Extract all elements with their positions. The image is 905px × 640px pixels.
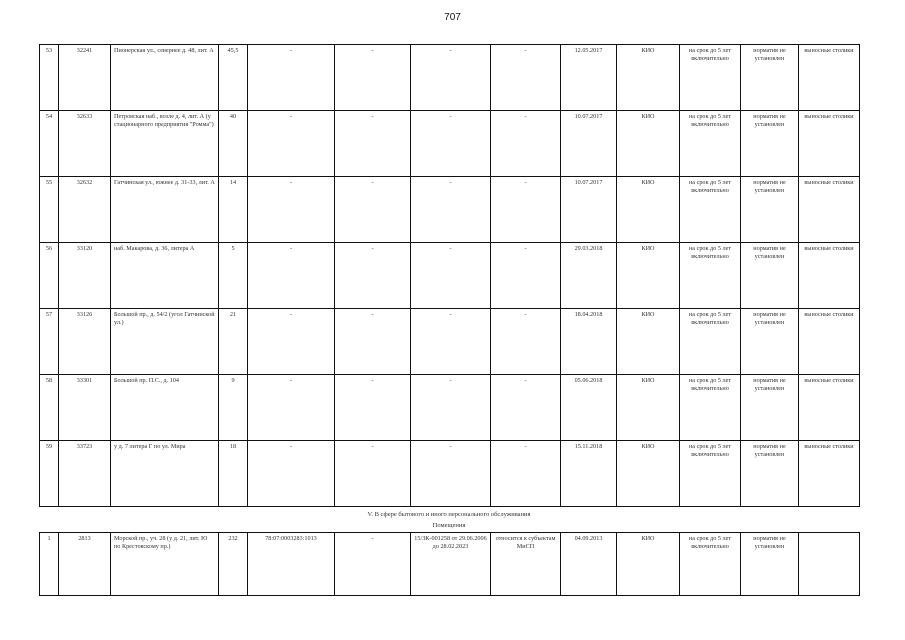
cell-d4: - <box>491 243 561 309</box>
cell-d3: - <box>411 177 491 243</box>
cell-org: КИО <box>617 177 680 243</box>
cell-area: 14 <box>219 177 248 243</box>
cell-date: 10.07.2017 <box>561 111 617 177</box>
table-row <box>40 441 860 507</box>
cell-n: 56 <box>40 243 59 309</box>
section-table <box>39 532 860 596</box>
cell-term: на срок до 5 лет включительно <box>680 533 741 596</box>
cell-address: Морской пр., уч. 28 (у д. 21, лит. Ю по Крестовскому пр.) <box>111 533 219 596</box>
cell-d3: - <box>411 309 491 375</box>
cell-type: выносные столики <box>799 309 860 375</box>
cell-term: на срок до 5 лет включительно <box>680 309 741 375</box>
cell-d4: - <box>491 375 561 441</box>
cell-d1: - <box>248 45 335 111</box>
cell-d1: - <box>248 243 335 309</box>
cell-date: 04.09.2013 <box>561 533 617 596</box>
table-row <box>40 309 860 375</box>
cell-norm: норматив не установлен <box>741 533 799 596</box>
cell-org: КИО <box>617 441 680 507</box>
cell-type: выносные столики <box>799 111 860 177</box>
cell-n: 59 <box>40 441 59 507</box>
cell-d2: - <box>335 375 411 441</box>
cell-d4: - <box>491 45 561 111</box>
cell-type: выносные столики <box>799 45 860 111</box>
cell-norm: норматив не установлен <box>741 309 799 375</box>
cell-code: 33120 <box>59 243 111 309</box>
cell-term: на срок до 5 лет включительно <box>680 111 741 177</box>
cell-address: Пионерская ул., севернее д. 48, лит. А <box>111 45 219 111</box>
cell-d4: - <box>491 309 561 375</box>
cell-d1: - <box>248 309 335 375</box>
cell-n: 54 <box>40 111 59 177</box>
cell-d2: - <box>335 111 411 177</box>
cell-address: у д. 7 литера Г по ул. Мира <box>111 441 219 507</box>
cell-address: Петровская наб., возле д. 4, лит. А (у стационарного предприятия "Ромма") <box>111 111 219 177</box>
section-subtitle: Помещения <box>432 522 466 529</box>
cell-area: 45,5 <box>219 45 248 111</box>
cell-cadastral: 78:07:0003283:1013 <box>248 533 335 596</box>
cell-term: на срок до 5 лет включительно <box>680 45 741 111</box>
cell-d2: - <box>335 533 411 596</box>
cell-area: 21 <box>219 309 248 375</box>
cell-d2: - <box>335 309 411 375</box>
table-row <box>40 243 860 309</box>
cell-area: 5 <box>219 243 248 309</box>
cell-area: 9 <box>219 375 248 441</box>
cell-address: наб. Макарова, д. 36, литера А <box>111 243 219 309</box>
cell-type: выносные столики <box>799 375 860 441</box>
cell-d2: - <box>335 177 411 243</box>
cell-code: 33301 <box>59 375 111 441</box>
cell-n: 58 <box>40 375 59 441</box>
cell-d1: - <box>248 441 335 507</box>
cell-norm: норматив не установлен <box>741 243 799 309</box>
cell-term: на срок до 5 лет включительно <box>680 375 741 441</box>
cell-n: 57 <box>40 309 59 375</box>
cell-term: на срок до 5 лет включительно <box>680 441 741 507</box>
cell-n: 53 <box>40 45 59 111</box>
table-row <box>40 177 860 243</box>
table-row <box>40 375 860 441</box>
objects-table <box>39 44 860 507</box>
cell-code: 32633 <box>59 111 111 177</box>
cell-date: 15.11.2018 <box>561 441 617 507</box>
cell-area: 18 <box>219 441 248 507</box>
cell-org: КИО <box>617 243 680 309</box>
cell-norm: норматив не установлен <box>741 441 799 507</box>
cell-d3: - <box>411 243 491 309</box>
cell-code: 33126 <box>59 309 111 375</box>
cell-d4: - <box>491 441 561 507</box>
cell-d2: - <box>335 441 411 507</box>
cell-term: на срок до 5 лет включительно <box>680 243 741 309</box>
cell-norm: норматив не установлен <box>741 177 799 243</box>
cell-address: Большой пр. П.С., д. 104 <box>111 375 219 441</box>
cell-code: 2813 <box>59 533 111 596</box>
page-number: 707 <box>444 12 461 23</box>
cell-code: 33723 <box>59 441 111 507</box>
cell-type: выносные столики <box>799 177 860 243</box>
cell-type: выносные столики <box>799 441 860 507</box>
cell-org: КИО <box>617 111 680 177</box>
cell-date: 29.03.2018 <box>561 243 617 309</box>
cell-code: 32241 <box>59 45 111 111</box>
cell-n: 55 <box>40 177 59 243</box>
cell-type: выносные столики <box>799 243 860 309</box>
table-row <box>40 45 860 111</box>
cell-area: 232 <box>219 533 248 596</box>
cell-norm: норматив не установлен <box>741 111 799 177</box>
table-row <box>40 533 860 596</box>
cell-d3: - <box>411 111 491 177</box>
cell-org: КИО <box>617 45 680 111</box>
cell-status: относится к субъектам МиСП <box>491 533 561 596</box>
cell-d2: - <box>335 45 411 111</box>
cell-d4: - <box>491 111 561 177</box>
cell-d1: - <box>248 111 335 177</box>
cell-contract: 15/ЗК-001258 от 29.06.2006 до 28.02.2023 <box>411 533 491 596</box>
table-row <box>40 111 860 177</box>
cell-org: КИО <box>617 375 680 441</box>
cell-norm: норматив не установлен <box>741 375 799 441</box>
cell-date: 18.04.2018 <box>561 309 617 375</box>
section-title: V. В сфере бытового и иного персонального обслуживания <box>367 511 531 518</box>
cell-org: КИО <box>617 533 680 596</box>
cell-area: 40 <box>219 111 248 177</box>
cell-norm: норматив не установлен <box>741 45 799 111</box>
cell-d1: - <box>248 375 335 441</box>
cell-d4: - <box>491 177 561 243</box>
cell-d3: - <box>411 441 491 507</box>
cell-org: КИО <box>617 309 680 375</box>
cell-date: 10.07.2017 <box>561 177 617 243</box>
cell-address: Большой пр., д. 54/2 (угол Гатчинской ул.) <box>111 309 219 375</box>
cell-type <box>799 533 860 596</box>
cell-term: на срок до 5 лет включительно <box>680 177 741 243</box>
cell-d2: - <box>335 243 411 309</box>
cell-d3: - <box>411 375 491 441</box>
cell-address: Гатчинская ул., южнее д. 31-33, лит. А <box>111 177 219 243</box>
cell-d3: - <box>411 45 491 111</box>
cell-date: 05.06.2018 <box>561 375 617 441</box>
cell-d1: - <box>248 177 335 243</box>
cell-code: 32632 <box>59 177 111 243</box>
cell-date: 12.05.2017 <box>561 45 617 111</box>
cell-n: 1 <box>40 533 59 596</box>
